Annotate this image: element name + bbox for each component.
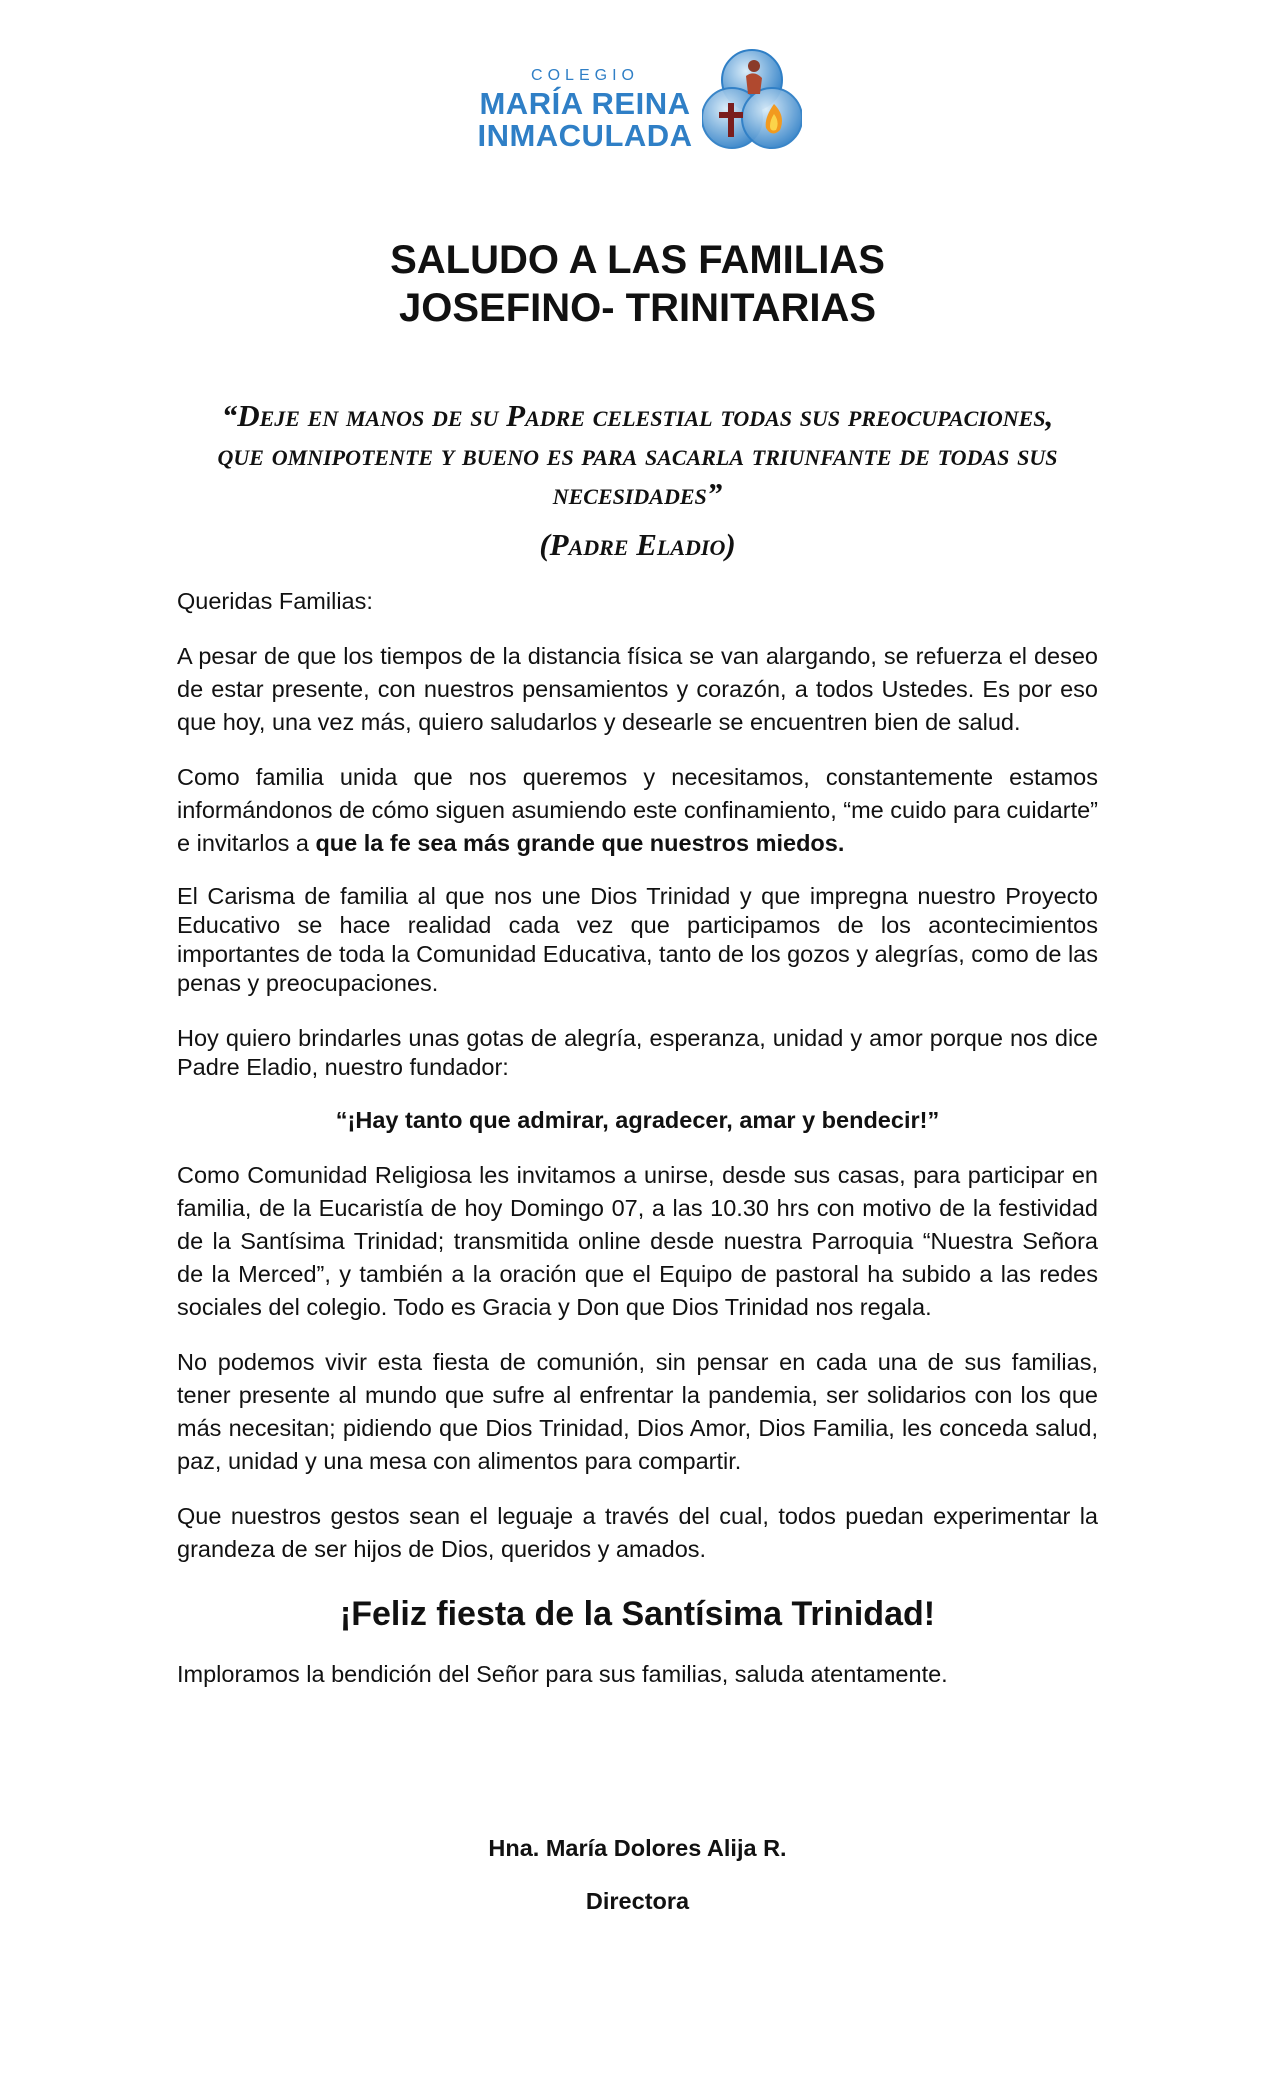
trinity-circles-emblem-icon <box>702 48 802 154</box>
title-line-2: JOSEFINO- TRINITARIAS <box>398 286 877 330</box>
school-logo <box>470 48 810 158</box>
paragraph-7: No podemos vivir esta fiesta de comunión, sin pensar en cada una de sus familias, tener presente al mundo que sufre al enfrentar la pandemia, ser solidarios con los que más necesitan; pidiendo que Dios Trinidad, Dios Amor, Dios Familia, les conceda salud, paz, unidad y una mesa con alimentos para compartir. <box>177 1349 1098 1474</box>
page-title <box>0 236 1275 332</box>
logo-colegio-label: COLEGIO <box>531 67 639 84</box>
closing-line: Imploramos la bendición del Señor para sus familias, saluda atentamente. <box>177 1661 948 1687</box>
paragraph-6: Como Comunidad Religiosa les invitamos a unirse, desde sus casas, para participar en familia, de la Eucaristía de hoy Domingo 07, a las 10.30 hrs con motivo de la festividad de la Santísima Trinidad; transmitida online desde nuestra Parroquia “Nuestra Señora de la Merced”, y también a la oración que el Equipo de pastoral ha subido a las redes sociales del colegio. Todo es Gracia y Don que Dios Trinidad nos regala. <box>177 1162 1098 1320</box>
epigraph-quote: “Deje en manos de su Padre celestial todas sus preocupaciones, que omnipotente y bueno es para sacarla triunfante de todas sus necesidades” <box>217 398 1058 511</box>
greeting: Queridas Familias: <box>177 588 373 614</box>
title-line-1: SALUDO A LAS FAMILIAS <box>390 238 885 282</box>
paragraph-8: Que nuestros gestos sean el leguaje a través del cual, todos puedan experimentar la grandeza de ser hijos de Dios, queridos y amados. <box>177 1503 1098 1562</box>
paragraph-2-emphasis: que la fe sea más grande que nuestros miedos. <box>315 830 845 856</box>
paragraph-1: A pesar de que los tiempos de la distancia física se van alargando, se refuerza el deseo de estar presente, con nuestros pensamientos y corazón, a todos Ustedes. Es por eso que hoy, una vez más, quiero saludarlos y desearle se encuentren bien de salud. <box>177 643 1098 735</box>
celebration-heading: ¡Feliz fiesta de la Santísima Trinidad! <box>339 1595 936 1633</box>
epigraph-author: (Padre Eladio) <box>539 527 736 562</box>
logo-line-1: MARÍA REINA <box>479 86 691 121</box>
logo-line-2: INMACULADA <box>477 118 693 153</box>
letter-body <box>177 585 1098 1691</box>
paragraph-4: Hoy quiero brindarles unas gotas de alegría, esperanza, unidad y amor porque nos dice Padre Eladio, nuestro fundador: <box>177 1025 1098 1080</box>
paragraph-2 <box>177 761 1098 860</box>
signature-name: Hna. María Dolores Alija R. <box>488 1835 787 1861</box>
paragraph-2-text: Como familia unida que nos queremos y necesitamos, constantemente estamos informándonos de cómo siguen asumiendo este confinamiento, “me cuido para cuidarte” e invitarlos a <box>177 764 1098 856</box>
signature-role: Directora <box>585 1888 690 1914</box>
founder-quote: “¡Hay tanto que admirar, agradecer, amar y bendecir!” <box>335 1107 940 1133</box>
paragraph-3: El Carisma de familia al que nos une Dios Trinidad y que impregna nuestro Proyecto Educativo se hace realidad cada vez que participamos de los acontecimientos importantes de toda la Comunidad Educativa, tanto de los gozos y alegrías, como de las penas y preocupaciones. <box>177 883 1098 996</box>
